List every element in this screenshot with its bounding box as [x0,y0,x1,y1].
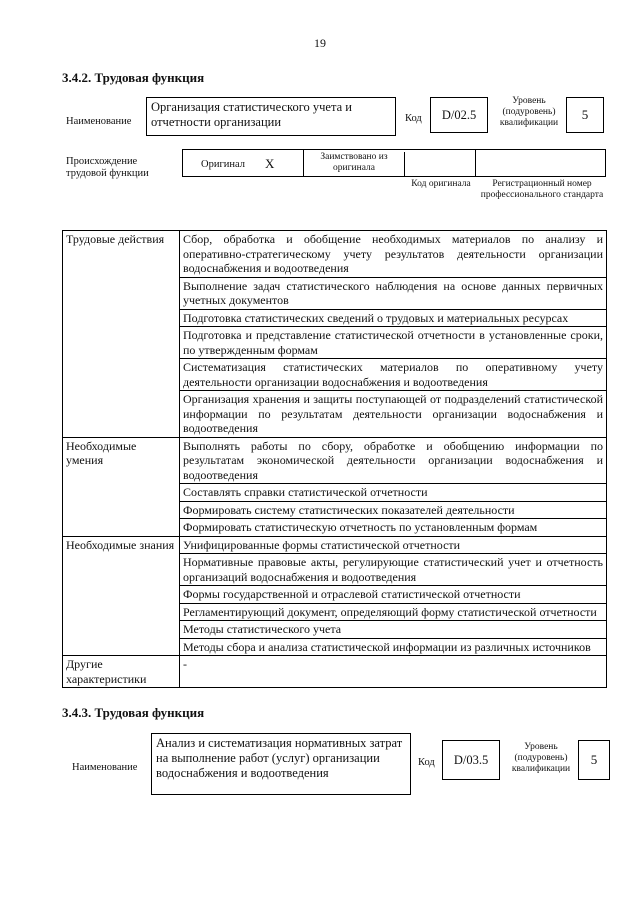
list-item: Сбор, обработка и обобщение необходимых материалов по анализу и оперативно-стратегическому учету результатов деятельности организации водоснабжения и водоотведения [180,231,607,278]
origin-table [182,149,606,177]
level-box [578,740,610,780]
borrowed-label: Заимствовано из оригинала [304,152,405,176]
origin-code-caption: Код оригинала [411,179,471,189]
origin-label: Происхождение трудовой функции [66,156,149,179]
section-title: 3.4.2. Трудовая функция [62,70,205,85]
function-name-box [146,97,396,136]
category-cell: Необходимые знания [63,536,180,656]
code-label: Код [418,757,435,768]
list-item: Составлять справки статистической отчетности [180,484,607,502]
name-label: Наименование [66,116,132,127]
list-item: Унифицированные формы статистической отчетности [180,536,607,554]
function-name-box [151,733,411,795]
level-box [566,97,604,133]
list-item: - [180,656,607,688]
list-item: Методы сбора и анализа статистической информации из различных источников [180,638,607,656]
table-row [63,231,607,278]
page-number: 19 [314,36,326,50]
level-value: 5 [590,752,598,767]
original-cell [183,150,304,176]
category-cell: Трудовые действия [63,231,180,438]
list-item: Методы статистического учета [180,621,607,639]
section-title: 3.4.3. Трудовая функция [62,705,205,720]
list-item: Систематизация статистических материалов по оперативному учету деятельности организации водоснабжения и водоотведения [180,359,607,391]
category-cell: Необходимые умения [63,437,180,536]
original-label: Оригинал [201,159,245,170]
code-box [442,740,500,780]
name-label: Наименование [72,762,138,773]
code-label: Код [405,113,422,124]
level-value: 5 [581,107,589,122]
list-item: Регламентирующий документ, определяющий форму статистической отчетности [180,603,607,621]
category-cell: Другие характеристики [63,656,180,688]
table-row [63,437,607,484]
list-item: Организация хранения и защиты поступающей от подразделений статистической информации по результатам деятельности организации водоснабжения и водоотведения [180,391,607,438]
table-row [63,656,607,688]
list-item: Подготовка и представление статистической отчетности в установленные сроки, по утвержденным формам [180,327,607,359]
list-item: Выполнять работы по сбору, обработке и обобщению информации по результатам экономической деятельности организации водоснабжения и водоотведения [180,437,607,484]
code-box [430,97,488,133]
function-name: Организация статистического учета и отчетности организации [151,100,352,129]
reg-number-caption: Регистрационный номер профессионального стандарта [480,179,604,200]
level-label: Уровень (подуровень) квалификации [511,742,571,774]
list-item: Подготовка статистических сведений о трудовых и материальных ресурсах [180,309,607,327]
code-value: D/03.5 [453,752,489,767]
level-label: Уровень (подуровень) квалификации [499,96,559,128]
list-item: Формировать систему статистических показателей деятельности [180,501,607,519]
function-name: Анализ и систематизация нормативных затрат на выполнение работ (услуг) организации водоснабжения и водоотведения [156,736,403,780]
list-item: Нормативные правовые акты, регулирующие статистический учет и отчетность организаций водоснабжения и водоотведения [180,554,607,586]
list-item: Формировать статистическую отчетность по установленным формам [180,519,607,537]
function-details-table [62,230,607,688]
list-item: Формы государственной и отраслевой статистической отчетности [180,586,607,604]
code-value: D/02.5 [441,107,477,122]
list-item: Выполнение задач статистического наблюдения на основе данных первичных учетных документов [180,277,607,309]
origin-code-cell [405,150,476,176]
original-mark: X [265,156,275,171]
table-row [63,536,607,554]
